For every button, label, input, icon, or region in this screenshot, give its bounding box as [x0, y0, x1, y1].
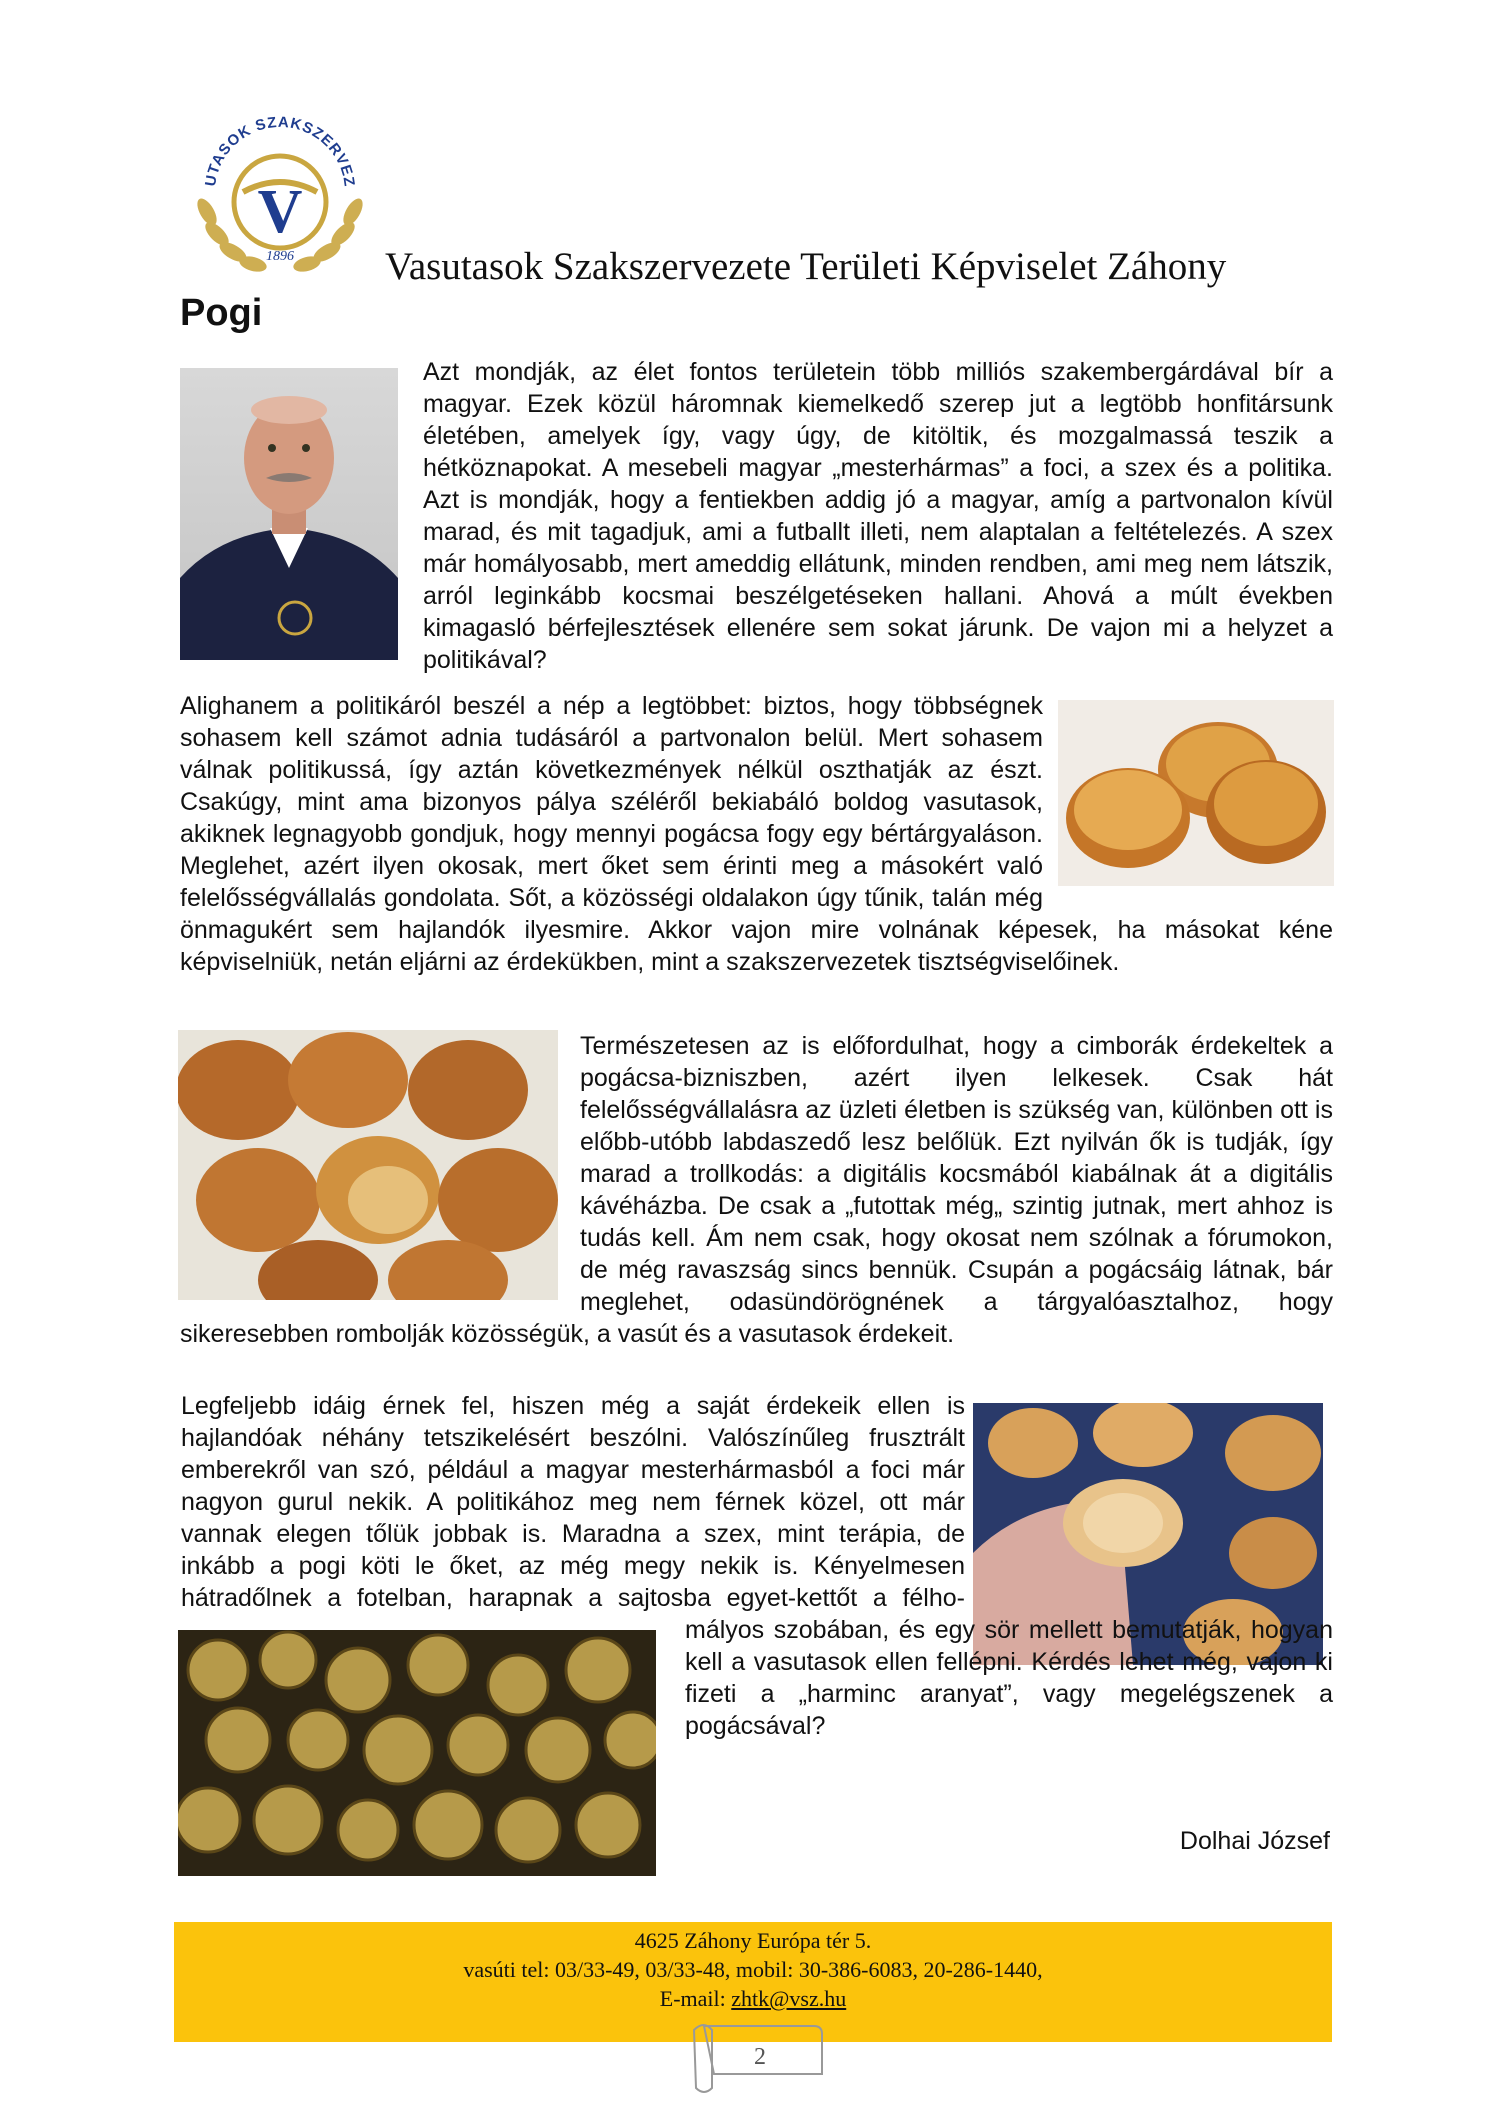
- text-wrap-spacer: [180, 1390, 181, 1614]
- svg-text:V: V: [257, 178, 303, 246]
- author-signature: Dolhai József: [1179, 1827, 1330, 1855]
- page-number-scroll: [684, 2016, 824, 2096]
- author-portrait: [180, 368, 398, 660]
- text-wrap-spacer: [180, 1614, 685, 1874]
- svg-text:VASUTASOK SZAKSZERVEZETE: UTASOK SZAKSZERVEZ: [202, 113, 358, 189]
- paragraph-1: Azt mondják, az élet fontos területein több milliós szakembergárdával bír a magyar. Ezek közül háromnak kiemelkedő szerep jut a legtöbb honfitársunk életében, amelyek így, vagy úgy, de kitöltik, és mozgalmassá teszik a hétköznapokat. A mesebeli magyar „mesterhármas” a foci, a szex és a politika. Azt is mondják, hogy a fentiekben addig jó a magyar, amíg a partvonalon kívül marad, és mit tagadjuk, ami a futballt illeti, nem alaptalan a feltételezés. A szex már homályosabb, mert ameddig ellátunk, minden rendben, ami meg nem látszik, arról leginkább kocsmai beszélgetéseken hallani. Ahová a múlt években kimagasló bérfejlesztések ellenére sem sokat járunk. De vajon mi a helyzet a politikával?: [423, 358, 1333, 674]
- text-wrap-spacer: [965, 1390, 1333, 1610]
- svg-text:1896: 1896: [266, 249, 294, 264]
- footer-email-label: E-mail:: [659, 1986, 732, 2011]
- text-wrap-spacer: [1043, 690, 1333, 886]
- footer-phones: vasúti tel: 03/33-49, 03/33-48, mobil: 30-386-6083, 20-286-1440,: [463, 1957, 1043, 1982]
- footer-email-line: [174, 1984, 1332, 2013]
- page-number: 2: [754, 2044, 766, 2070]
- organization-title: Vasutasok Szakszervezete Területi Képviselet Záhony: [385, 245, 1227, 288]
- footer-email-link[interactable]: zhtk@vsz.hu: [731, 1986, 847, 2011]
- paragraph-2: Alighanem a politikáról beszél a nép a legtöbbet: biztos, hogy többségnek sohasem kell számot adnia tudásáról a partvonalon belül. Mert sohasem válnak politikussá, így aztán következmények nélkül oszthatják az észt. Csakúgy, mint ama bizonyos pálya széléről bekiabáló boldog vasutasok, akiknek legnagyobb gondjuk, hogy mennyi pogácsa fogy egy bértárgyaláson. Meglehet, azért ilyen okosak, mert őket sem érinti meg a másokért való felelősségvállalás gondolata. Sőt, a közösségi oldalakon úgy tűnik, talán még önmagukért sem hajlandók ilyesmire. Akkor vajon mire volnának képesek, ha másokat kéne képviselniük, netán eljárni az érdekükben, mint a szakszervezetek tisztségviselőinek.: [180, 692, 1333, 976]
- paragraph-3: Természetesen az is előfordulhat, hogy a cimborák érdekeltek a pogácsa-bizniszben, azért ilyen lelkesek. Csak hát felelősségvállalásra az üzleti életben is szükség van, különben ott is előbb-utóbb labdaszedő lesz belőlük. Ezt nyilván ők is tudják, így marad a trollkodás: a digitális kocsmából kiabálnak át a digitális kávéházba. De csak a „futottak még„ szintig jutnak, mert ahhoz is tudás kell. Ám nem csak, hogy okosat nem szólnak a fórumokon, de még ravaszság sincs bennük. Csupán a pogácsáig látnak, bár meglehet, odasündörögnének a tárgyalóasztalhoz, hogy sikeresebben rombolják közösségük, a vasút és a vasutasok érdekeit.: [180, 1032, 1333, 1348]
- footer-address: 4625 Záhony Európa tér 5.: [634, 1928, 872, 1953]
- article-title: Pogi: [180, 292, 263, 334]
- text-wrap-spacer: [180, 1030, 580, 1306]
- paragraph-4: Legfeljebb idáig érnek fel, hiszen még a saját érdekeik ellen is hajlandóak néhány tetszikelésért beszólni. Valószínűleg frusztrált emberekről van szó, például a magyar mesterhármasból a foci már nagyon gurul nekik. A politikához meg nem férnek közel, ott már vannak elegen tőlük jobbak is. Maradna a szex, mint terápia, de inkább a pogi köti le őket, az még megy nekik is. Kényelmesen hátradőlnek a fotelban, harapnak a sajtosba egyet-kettőt a félhomályos szobában, és egy sör mellett bemutatják, hogyan kell a vasutasok ellen fellépni. Kérdés lehet még, vajon ki fizeti a „harminc aranyat”, vagy megelégszenek a pogácsával?: [180, 1390, 1333, 1874]
- union-logo: [185, 92, 375, 282]
